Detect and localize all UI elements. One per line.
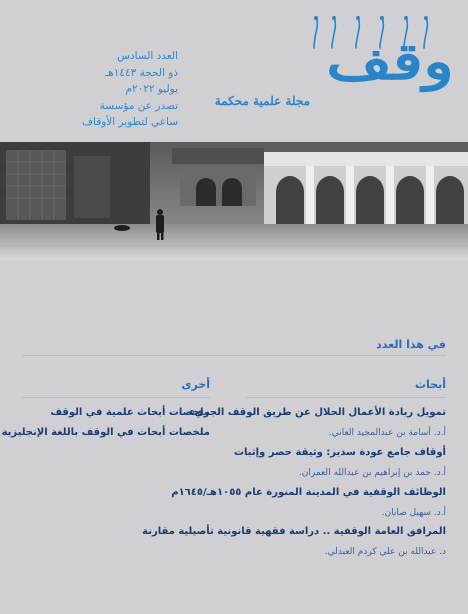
other-divider	[22, 397, 210, 398]
cover-photo	[0, 142, 468, 260]
article-author: أ.د. حمد بن إبراهيم بن عبدالله العمران.	[298, 468, 446, 478]
article-title: أوقاف جامع عودة سدير: وثيقة حصر وإثبات	[233, 447, 446, 458]
issue-gregorian-date: يوليو ٢٠٢٢م	[125, 83, 178, 95]
journal-tagline: مجلة علمية محكمة	[214, 94, 310, 108]
other-item: ملخصات أبحاث علمية في الوقف	[50, 407, 210, 418]
heading-divider	[22, 355, 446, 356]
article-title: المرافق العامة الوقفية .. دراسة فقهية قانونية تأصيلية مقارنة	[142, 526, 446, 537]
other-item: ملخصات أبحاث في الوقف باللغة الإنجليزية	[1, 427, 210, 438]
publisher-line-1: تصدر عن مؤسسة	[99, 99, 178, 112]
issue-number: العدد السادس	[117, 50, 178, 62]
article-title: تمويل ريادة الأعمال الحلال عن طريق الوقف الجريء	[189, 407, 446, 418]
research-divider	[246, 397, 446, 398]
issue-hijri-date: ذو الحجة ١٤٤٣هـ	[105, 66, 178, 79]
research-column-title: أبحاث	[414, 378, 446, 391]
in-this-issue-heading: في هذا العدد	[376, 338, 446, 351]
masthead	[0, 0, 468, 142]
article-author: أ.د. سهيل صابان.	[381, 508, 446, 518]
publisher-line-2: ساعي لتطوير الأوقاف	[82, 116, 178, 128]
article-title: الوظائف الوقفية في المدينة المنورة عام ١٠٥٥هـ/١٦٤٥م	[171, 487, 446, 498]
other-column-title: أخرى	[181, 378, 210, 391]
journal-logo: وقف	[326, 31, 454, 92]
courtyard-illustration	[0, 142, 468, 260]
issue-info	[18, 48, 178, 131]
article-author: أ.د. أسامة بن عبدالمجيد العاني.	[328, 428, 446, 438]
article-author: د. عبدالله بن علي كردم العبدلي.	[324, 547, 446, 557]
